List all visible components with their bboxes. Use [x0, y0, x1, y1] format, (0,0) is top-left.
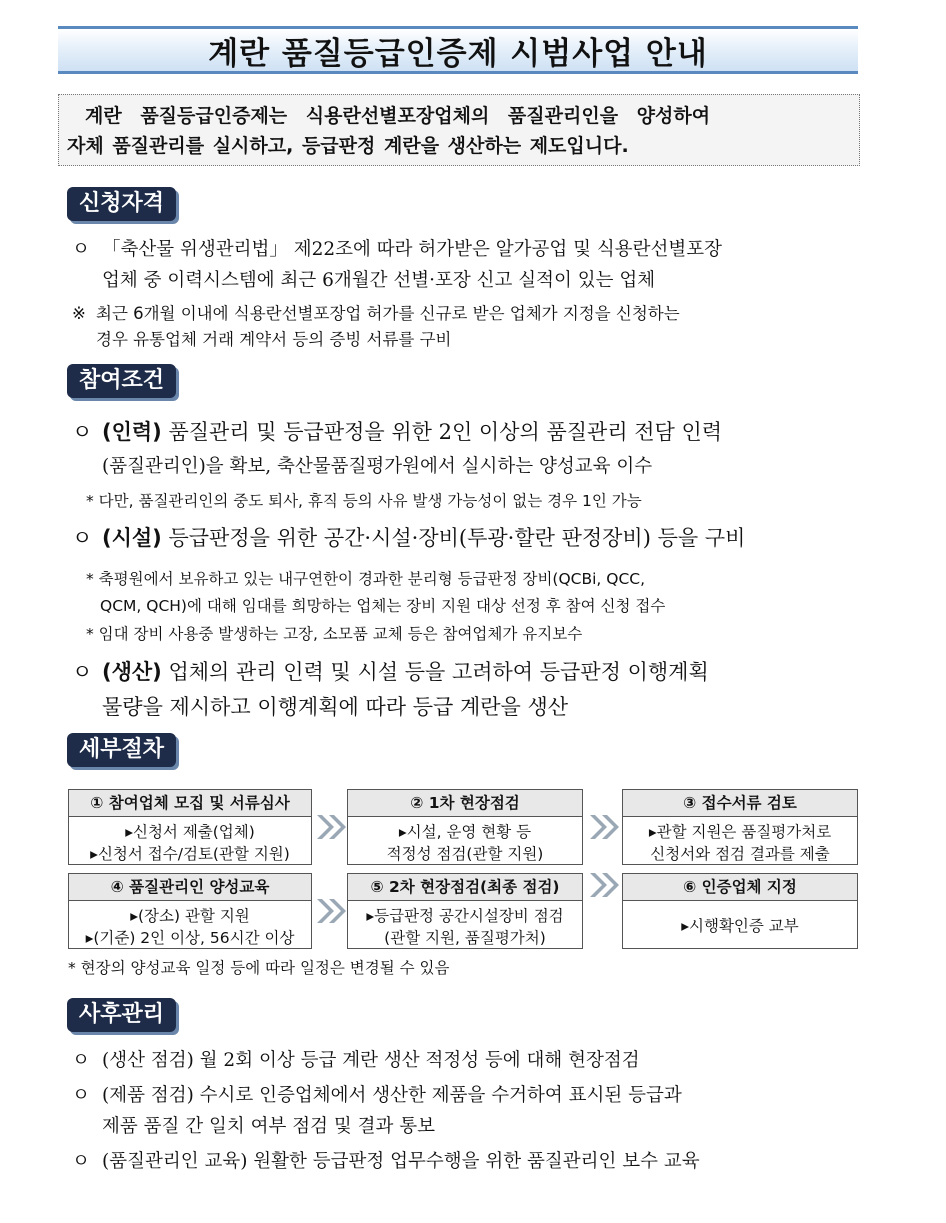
intro-line-1: 계란 품질등급인증제는 식용란선별포장업체의 품질관리인을 양성하여	[85, 105, 711, 127]
conditions-facility-note-1-line-2: QCM, QCH)에 대해 임대를 희망하는 업체는 장비 지원 대상 선정 후 참여 신청 접수	[100, 597, 666, 615]
procedure-step-3-line-2: 신청서와 점검 결과를 제출	[650, 845, 830, 863]
procedure-step-5	[347, 873, 583, 949]
procedure-step-1-title: ① 참여업체 모집 및 서류심사	[69, 790, 311, 817]
section-heading-eligibility: 신청자격	[67, 187, 176, 221]
conditions-staff-line-2: (품질관리인)을 확보, 축산물품질평가원에서 실시하는 양성교육 이수	[102, 456, 653, 477]
aftercare-item-2-line-2: 제품 품질 간 일치 여부 점검 및 결과 통보	[102, 1116, 435, 1137]
procedure-step-1	[68, 789, 312, 865]
procedure-arrow-icon	[314, 812, 348, 842]
procedure-step-5-line-1: ▸등급판정 공간시설장비 점검	[366, 907, 564, 925]
procedure-step-6	[622, 873, 858, 949]
procedure-step-4	[68, 873, 312, 949]
intro-box	[58, 94, 860, 166]
procedure-step-2-line-2: 적정성 점검(관할 지원)	[386, 845, 544, 863]
procedure-step-4-title: ④ 품질관리인 양성교육	[69, 874, 311, 901]
procedure-step-5-title: ⑤ 2차 현장점검(최종 점검)	[348, 874, 582, 901]
procedure-arrow-icon	[587, 812, 621, 842]
procedure-step-1-line-1: ▸신청서 제출(업체)	[125, 823, 255, 841]
eligibility-item-line-2: 업체 중 이력시스템에 최근 6개월간 선별·포장 신고 실적이 있는 업체	[102, 270, 656, 291]
section-heading-procedure: 세부절차	[67, 733, 176, 767]
section-heading-aftercare: 사후관리	[67, 998, 176, 1032]
procedure-step-4-line-2: ▸(기준) 2인 이상, 56시간 이상	[85, 929, 295, 947]
procedure-arrow-icon	[314, 896, 348, 926]
procedure-step-4-line-1: ▸(장소) 관할 지원	[130, 907, 250, 925]
conditions-facility-note-2: * 임대 장비 사용중 발생하는 고장, 소모품 교체 등은 참여업체가 유지보수	[86, 625, 583, 643]
procedure-step-6-line-1: ▸시행확인증 교부	[681, 917, 799, 935]
procedure-note: * 현장의 양성교육 일정 등에 따라 일정은 변경될 수 있음	[68, 959, 450, 977]
procedure-step-6-title: ⑥ 인증업체 지정	[623, 874, 857, 901]
procedure-step-1-line-2: ▸신청서 접수/검토(관할 지원)	[90, 845, 290, 863]
procedure-step-3-line-1: ▸관할 지원은 품질평가처로	[648, 823, 832, 841]
aftercare-item-2-line-1: ㅇ (제품 점검) 수시로 인증업체에서 생산한 제품을 수거하여 표시된 등급과	[72, 1085, 682, 1106]
conditions-production-line-1: ㅇ (생산) 업체의 관리 인력 및 시설 등을 고려하여 등급판정 이행계획	[72, 660, 709, 684]
aftercare-item-3: ㅇ (품질관리인 교육) 원활한 등급판정 업무수행을 위한 품질관리인 보수 교육	[72, 1151, 700, 1172]
conditions-staff-note: * 다만, 품질관리인의 중도 퇴사, 휴직 등의 사유 발생 가능성이 없는 경우 1인 가능	[86, 492, 642, 510]
procedure-step-3-title: ③ 접수서류 검토	[623, 790, 857, 817]
section-heading-conditions: 참여조건	[67, 364, 176, 398]
intro-line-2: 자체 품질관리를 실시하고, 등급판정 계란을 생산하는 제도입니다.	[67, 135, 629, 157]
conditions-staff-line-1: ㅇ (인력) 품질관리 및 등급판정을 위한 2인 이상의 품질관리 전담 인력	[72, 420, 723, 444]
conditions-production-line-2: 물량을 제시하고 이행계획에 따라 등급 계란을 생산	[102, 695, 569, 719]
procedure-step-3	[622, 789, 858, 865]
page-title: 계란 품질등급인증제 시범사업 안내	[208, 35, 708, 72]
conditions-facility-note-1-line-1: * 축평원에서 보유하고 있는 내구연한이 경과한 분리형 등급판정 장비(QCBi, QCC,	[86, 570, 646, 588]
eligibility-note-line-1: ※ 최근 6개월 이내에 식용란선별포장업 허가를 신규로 받은 업체가 지정을 신청하는	[72, 304, 680, 323]
page-title-banner	[58, 26, 858, 74]
procedure-arrow-icon	[587, 870, 621, 900]
aftercare-item-1: ㅇ (생산 점검) 월 2회 이상 등급 계란 생산 적정성 등에 대해 현장점검	[72, 1050, 640, 1071]
conditions-facility-line-1: ㅇ (시설) 등급판정을 위한 공간·시설·장비(투광·할란 판정장비) 등을 구비	[72, 526, 746, 550]
procedure-step-2	[347, 789, 583, 865]
eligibility-item-line-1: ㅇ 「축산물 위생관리법」 제22조에 따라 허가받은 알가공업 및 식용란선별포장	[72, 239, 722, 260]
eligibility-note-line-2: 경우 유통업체 거래 계약서 등의 증빙 서류를 구비	[96, 330, 452, 349]
procedure-step-2-line-1: ▸시설, 운영 현황 등	[398, 823, 532, 841]
procedure-step-2-title: ② 1차 현장점검	[348, 790, 582, 817]
procedure-step-5-line-2: (관할 지원, 품질평가처)	[384, 929, 546, 947]
